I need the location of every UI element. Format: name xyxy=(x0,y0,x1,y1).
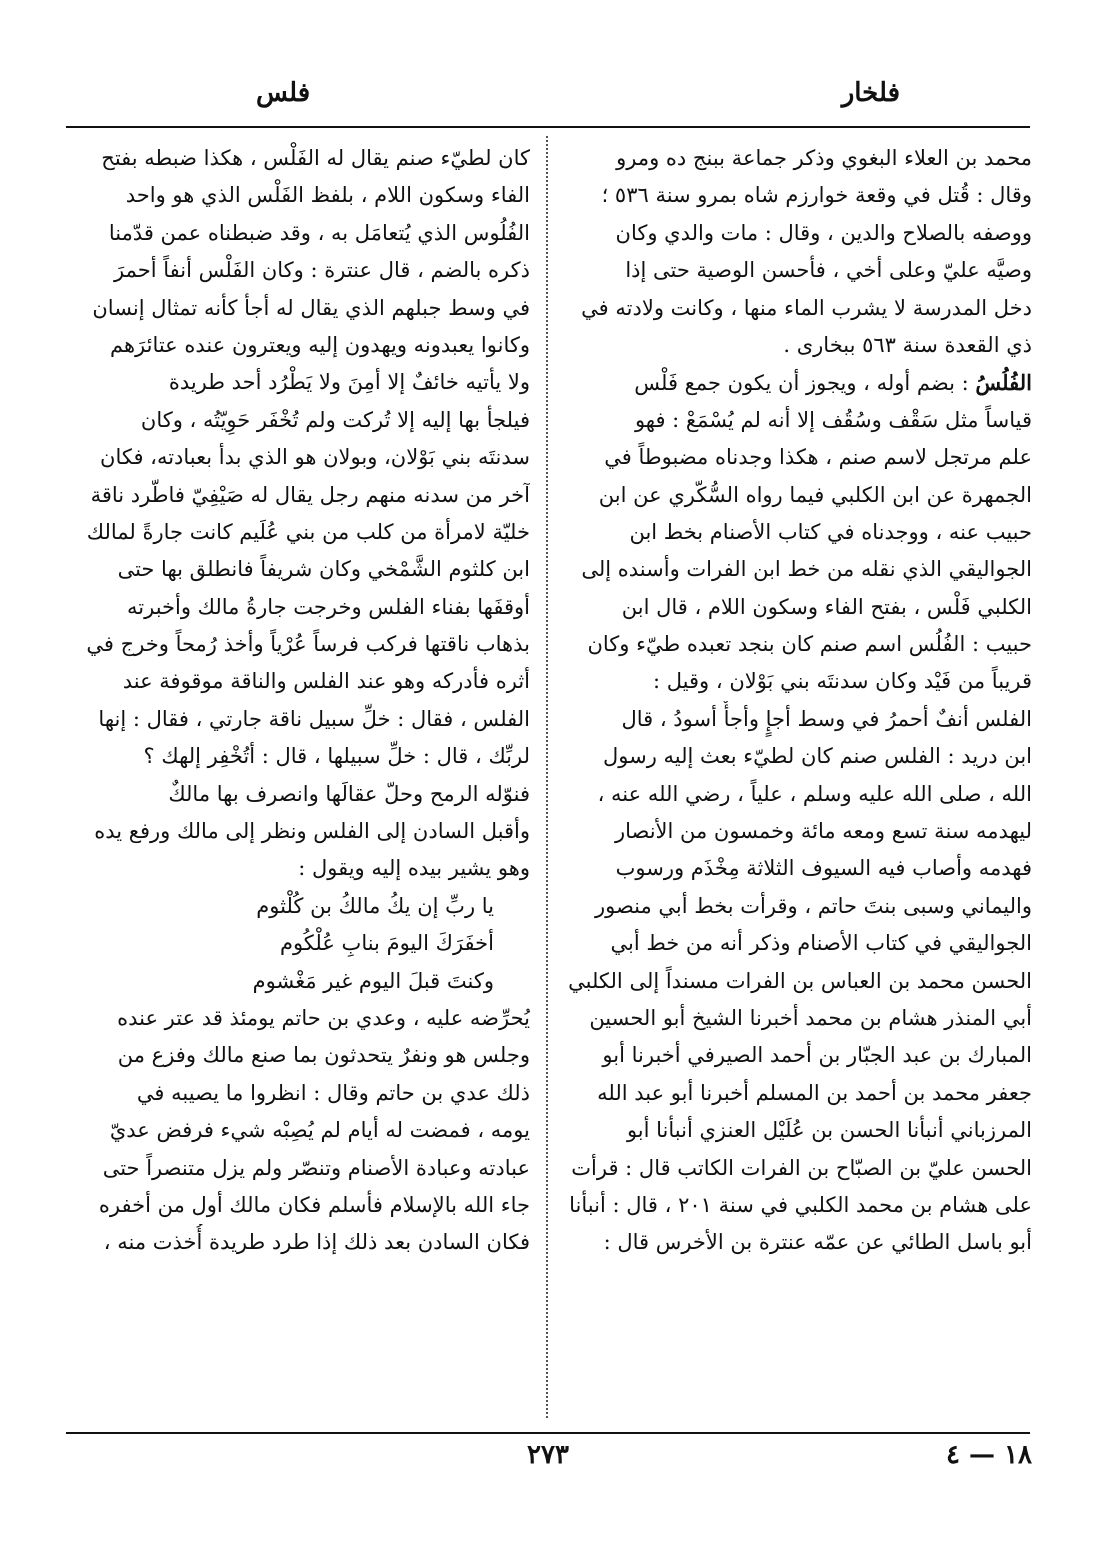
entry-headword-line xyxy=(560,364,1032,401)
column-divider xyxy=(546,136,548,1418)
left-column xyxy=(68,140,530,1416)
right-column xyxy=(560,140,1032,1416)
text-line: الجمهرة عن ابن الكلبي فيما رواه السُّكّري عن ابن xyxy=(598,482,1032,507)
text-line: فيلجأ بها إليه إلا تُركت ولم تُخْفَر حَوِيّتُه ، وكان xyxy=(140,407,530,432)
text-line: الجواليقي الذي نقله من خط ابن الفرات وأسنده إلى xyxy=(581,557,1032,582)
text-line: حبيب عنه ، ووجدناه في كتاب الأصنام بخط ابن xyxy=(629,519,1032,544)
signature-mark: ١٨ — ٤ xyxy=(945,1440,1032,1470)
page-number: ٢٧٣ xyxy=(527,1440,569,1470)
text-line: الفُلُوس الذي يُتعامَل به ، وقد ضبطناه عمن قدّمنا xyxy=(108,220,530,245)
text-line: وأقبل السادن إلى الفلس ونظر إلى مالك ورفع يده xyxy=(94,819,530,844)
text-line: قياساً مثل سَقْف وسُقُف إلا أنه لم يُسْمَعْ : فهو xyxy=(634,407,1032,432)
entry-first-line: : بضم أوله ، ويجوز أن يكون جمع فَلْس xyxy=(634,371,976,396)
text-line: لربِّك ، قال : خلِّ سبيلها ، قال : أتُخْفِر إلهك ؟ xyxy=(143,744,530,769)
text-line: فنوّله الرمح وحلّ عقالَها وانصرف بها مالكٌ xyxy=(168,781,530,806)
text-line: أبي المنذر هشام بن محمد أخبرنا الشيخ أبو الحسين xyxy=(589,1005,1032,1030)
text-line: فهدمه وأصاب فيه السيوف الثلاثة مِخْذَم ورسوب xyxy=(615,856,1032,881)
text-line: على هشام بن محمد الكلبي في سنة ٢٠١ ، قال : أنبأنا xyxy=(569,1192,1032,1217)
text-line: يومه ، فمضت له أيام لم يُصِبْه شيء فرفض عديّ xyxy=(109,1118,530,1143)
text-line: الله ، صلى الله عليه وسلم ، علياً ، رضي الله عنه ، xyxy=(597,781,1032,806)
text-line: ذكره بالضم ، قال عنترة : وكان الفَلْس أنفاً أحمرَ xyxy=(114,258,530,283)
text-line: الحسن عليّ بن الصبّاح بن الفرات الكاتب قال : قرأت xyxy=(571,1155,1032,1180)
text-line: الجواليقي في كتاب الأصنام وذكر أنه من خط أبي xyxy=(610,931,1032,956)
text-line: ووصفه بالصلاح والدين ، وقال : مات والدي وكان xyxy=(615,220,1032,245)
text-line: أبو باسل الطائي عن عمّه عنترة بن الأخرس قال : xyxy=(603,1230,1032,1255)
text-line: علم مرتجل لاسم صنم ، هكذا وجدناه مضبوطاً في xyxy=(604,445,1032,470)
text-line: دخل المدرسة لا يشرب الماء منها ، وكانت ولادته في xyxy=(581,295,1032,320)
verse-line: وكنتَ قبلَ اليوم غير مَغْشوم xyxy=(252,968,494,993)
text-line: ابن دريد : الفلس صنم كان لطيّء بعث إليه رسول xyxy=(603,744,1032,769)
text-line: خليّة لامرأة من كلب من بني عُلَيم كانت جارةً لمالك xyxy=(86,519,530,544)
text-line: سدنتَه بني بَوْلان، وبولان هو الذي بدأ بعبادته، فكان xyxy=(100,445,530,470)
text-line: المرزباني أنبأنا الحسن بن عُلَيْل العنزي أنبأنا أبو xyxy=(626,1118,1032,1143)
running-header-right: فلخار xyxy=(841,78,900,108)
text-line: فكان السادن بعد ذلك إذا طرد طريدة أُخذت منه ، xyxy=(103,1230,530,1255)
text-line: ذي القعدة سنة ٥٦٣ ببخارى . xyxy=(783,332,1032,357)
text-line: قريباً من فَيْد وكان سدنتَه بني بَوْلان ، وقيل : xyxy=(653,669,1032,694)
text-line: ولا يأتيه خائفٌ إلا أمِنَ ولا يَطْرُد أحد طريدة xyxy=(168,370,530,395)
footer-rule xyxy=(66,1432,1030,1434)
text-line: محمد بن العلاء البغوي وذكر جماعة ببنج ده ومرو xyxy=(616,146,1032,170)
text-line: ليهدمه سنة تسع ومعه مائة وخمسون من الأنصار xyxy=(614,819,1032,844)
text-line: آخر من سدنه منهم رجل يقال له صَيْفِيّ فاطّرد ناقة xyxy=(90,482,530,507)
running-header-left: فلس xyxy=(256,78,311,108)
text-line: جعفر محمد بن أحمد بن المسلم أخبرنا أبو عبد الله xyxy=(597,1080,1032,1105)
text-line: وصيَّه عليّ وعلى أخي ، فأحسن الوصية حتى إذا xyxy=(625,258,1032,283)
text-line: المبارك بن عبد الجبّار بن أحمد الصيرفي أخبرنا أبو xyxy=(602,1043,1032,1068)
text-line: حبيب : الفُلُس اسم صنم كان بنجد تعبده طيّء وكان xyxy=(587,632,1032,657)
text-line: الفلس ، فقال : خلِّ سبيل ناقة جارتي ، فقال : إنها xyxy=(98,706,530,731)
text-line: كان لطيّء صنم يقال له الفَلْس ، هكذا ضبطه بفتح xyxy=(101,146,530,170)
text-line: جاء الله بالإسلام فأسلم فكان مالك أول من أخفره xyxy=(98,1192,530,1217)
verse-line: يا ربِّ إن يكُ مالكُ بن كُلْثوم xyxy=(256,893,494,918)
text-line: وجلس هو ونفرٌ يتحدثون بما صنع مالك وفزع من xyxy=(117,1043,530,1068)
header-rule xyxy=(66,126,1030,128)
text-line: وقال : قُتل في وقعة خوارزم شاه بمرو سنة ٥٣٦ ؛ xyxy=(601,183,1032,208)
text-line: الفاء وسكون اللام ، بلفظ الفَلْس الذي هو واحد xyxy=(125,183,530,208)
text-line: أوقفَها بفناء الفلس وخرجت جارةُ مالك وأخبرته xyxy=(127,594,530,619)
text-line: وكانوا يعبدونه ويهدون إليه ويعترون عنده عتائرَهم xyxy=(109,332,530,357)
text-line: بذهاب ناقتها فركب فرساً عُرْياً وأخذ رُمحاً وخرج في xyxy=(86,632,530,657)
text-line: ذلك عدي بن حاتم وقال : انظروا ما يصيبه في xyxy=(136,1080,530,1105)
text-line: ابن كلثوم الشَّمْخي وكان شريفاً فانطلق بها حتى xyxy=(117,557,530,582)
text-line: عبادته وعبادة الأصنام وتنصّر ولم يزل متنصراً حتى xyxy=(102,1155,530,1180)
entry-headword: الفُلُسُ xyxy=(975,370,1032,396)
verse-line: أخفَرَكَ اليومَ بنابِ عُلْكُوم xyxy=(279,931,494,956)
text-line: الحسن محمد بن العباس بن الفرات مسنداً إلى الكلبي xyxy=(568,968,1032,993)
text-line: وهو يشير بيده إليه ويقول : xyxy=(298,856,530,881)
text-line: الفلس أنفٌ أحمرُ في وسط أجإٍ وأجأٌ أسودُ ، قال xyxy=(621,706,1032,731)
text-line: أثره فأدركه وهو عند الفلس والناقة موقوفة عند xyxy=(122,669,530,694)
text-line: يُحرِّضه عليه ، وعدي بن حاتم يومئذ قد عتر عنده xyxy=(117,1005,530,1030)
text-line: الكلبي فَلْس ، بفتح الفاء وسكون اللام ، قال ابن xyxy=(621,594,1032,619)
text-line: واليماني وسبى بنتَ حاتم ، وقرأت بخط أبي منصور xyxy=(594,893,1032,918)
text-line: في وسط جبلهم الذي يقال له أجأ كأنه تمثال إنسان xyxy=(92,295,530,320)
